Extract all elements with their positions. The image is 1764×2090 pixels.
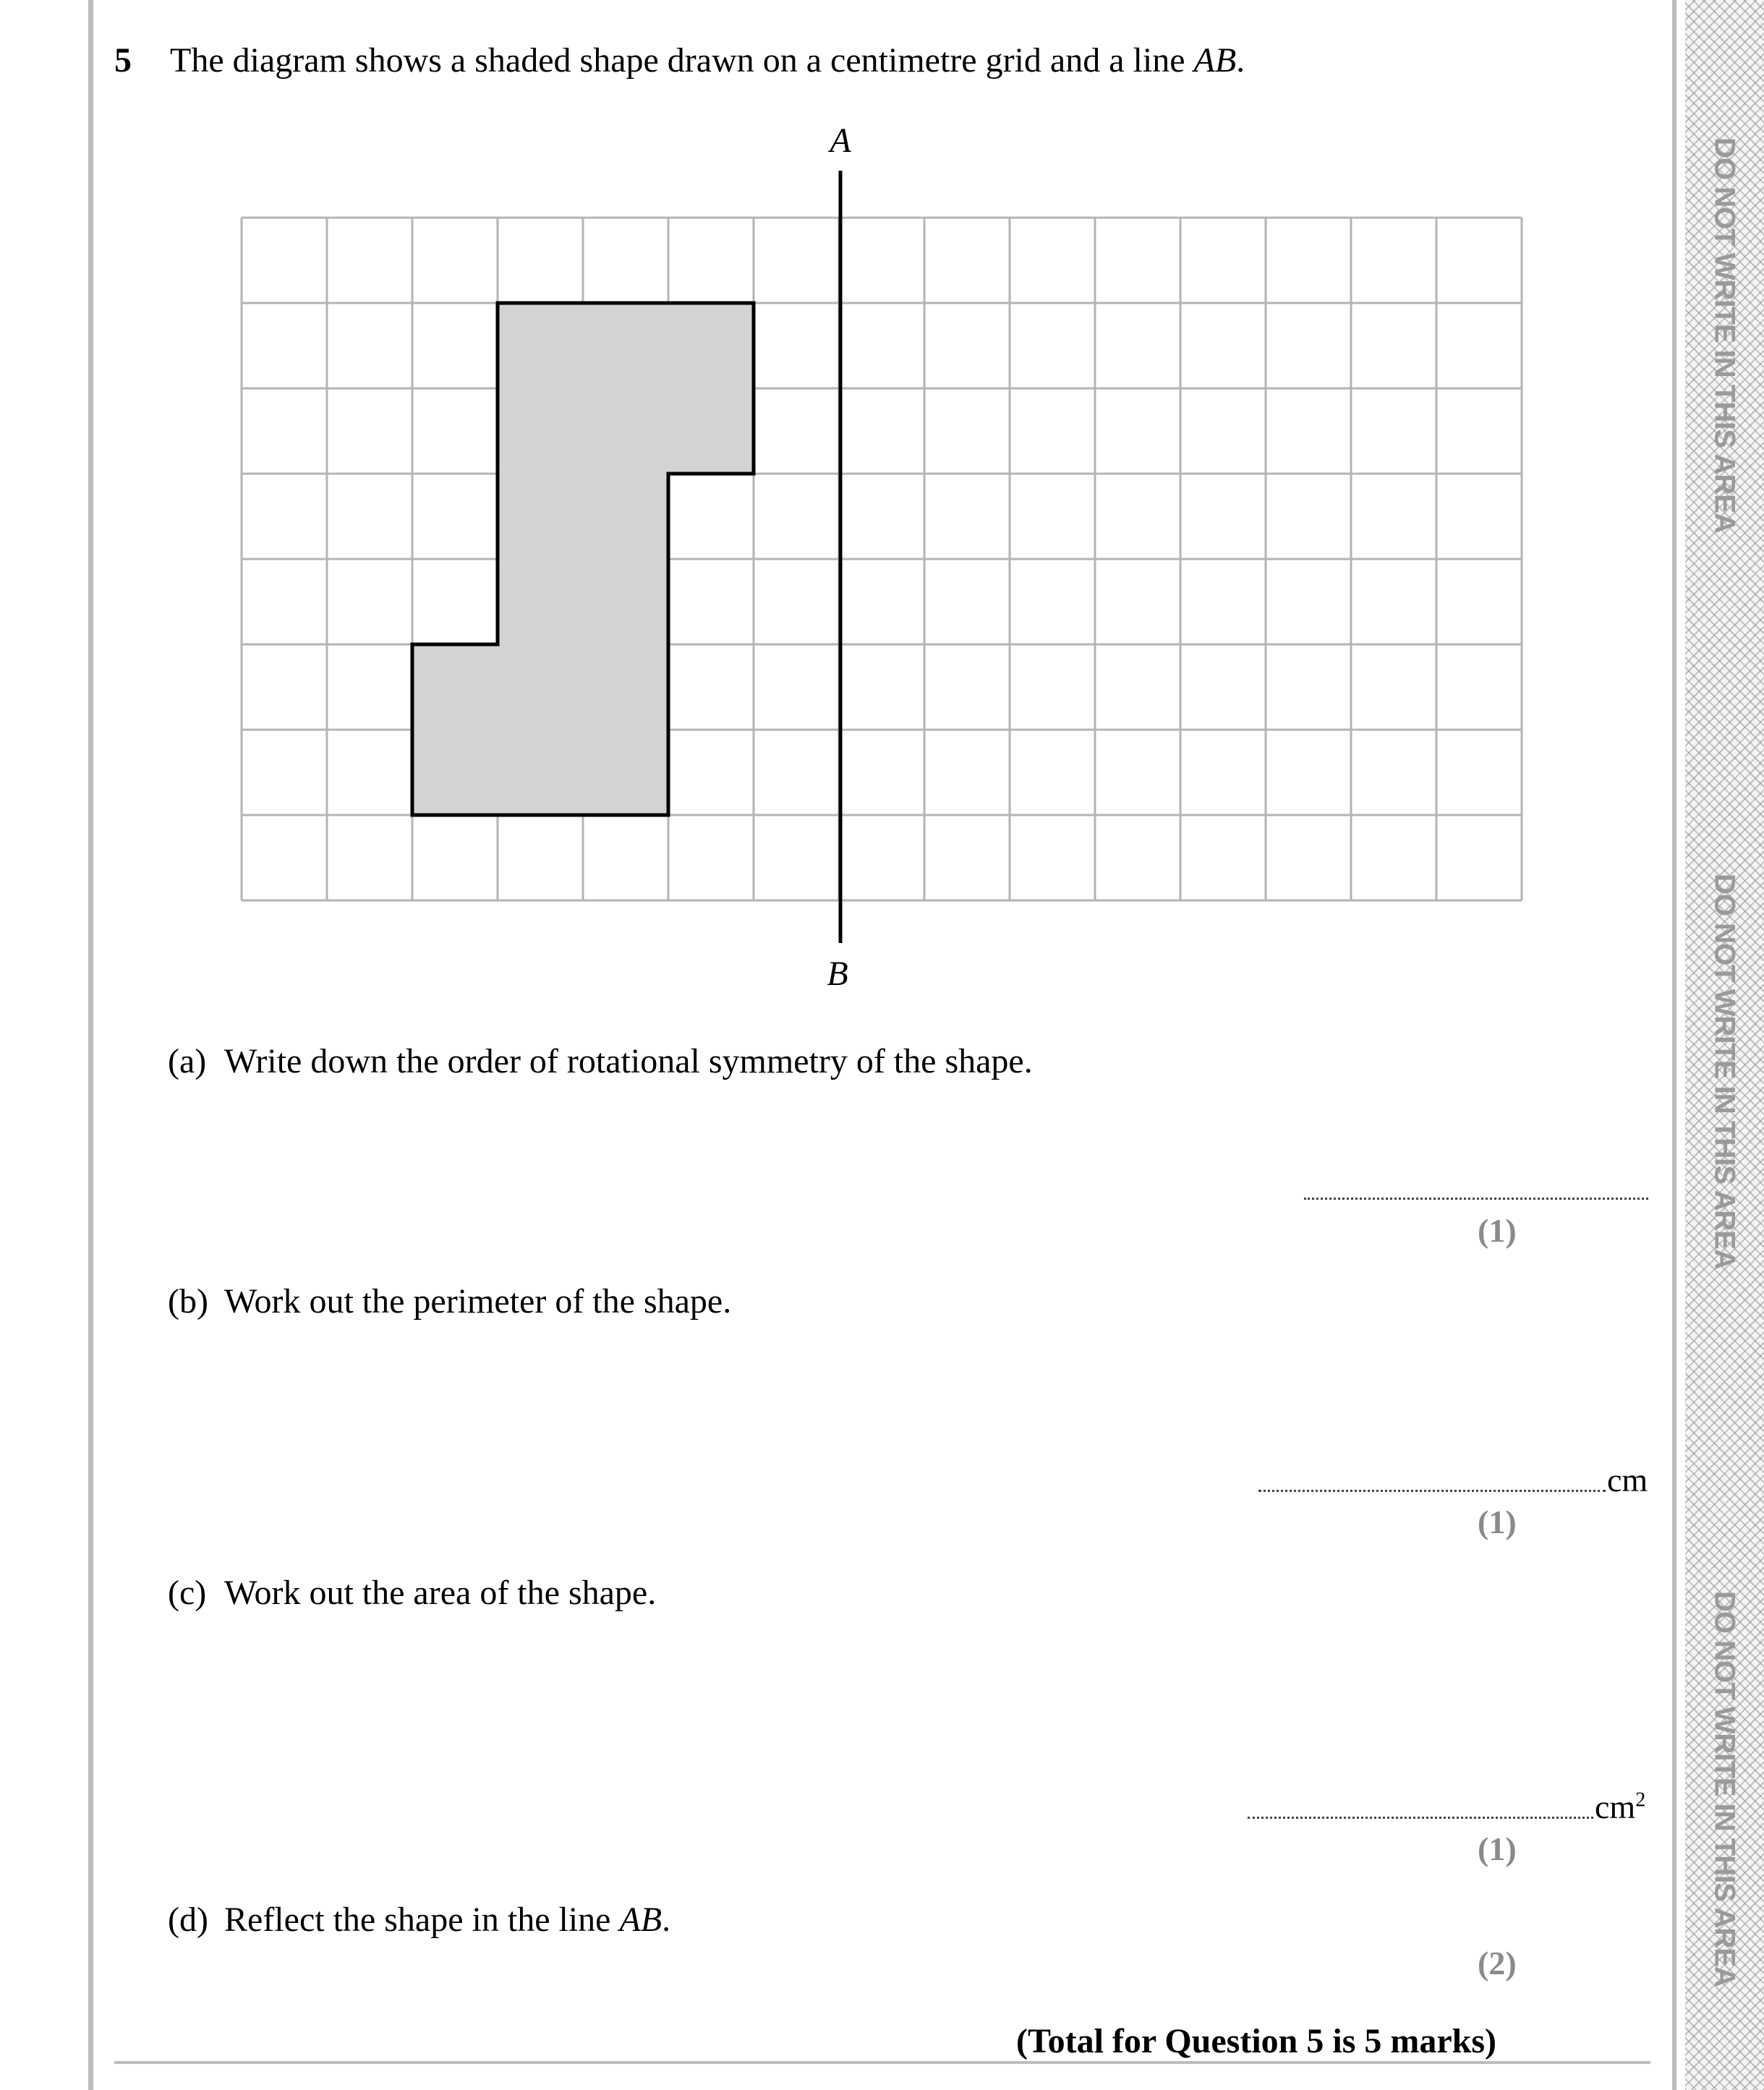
grid-diagram[interactable] xyxy=(0,0,1764,1012)
part-d-line-name: AB xyxy=(619,1901,662,1939)
margin-notice-middle: DO NOT WRITE IN THIS AREA xyxy=(1708,874,1741,1269)
part-d-question xyxy=(168,1900,670,1940)
part-d-label: (d) xyxy=(168,1901,208,1939)
question-text-line-name: AB xyxy=(1193,41,1237,80)
margin-notice-bottom: DO NOT WRITE IN THIS AREA xyxy=(1708,1591,1741,1987)
line-label-b: B xyxy=(827,955,848,993)
part-c-unit-power: 2 xyxy=(1635,1788,1646,1812)
part-c-unit-base: cm xyxy=(1595,1788,1636,1825)
part-b-text: Work out the perimeter of the shape. xyxy=(224,1282,732,1321)
part-a-question xyxy=(168,1041,1033,1081)
line-label-a: A xyxy=(830,121,851,160)
margin-notice-top: DO NOT WRITE IN THIS AREA xyxy=(1708,137,1741,533)
part-d-text-end: . xyxy=(662,1901,671,1939)
part-a-text: Write down the order of rotational symmetry of the shape. xyxy=(224,1042,1033,1080)
bottom-rule xyxy=(114,2061,1650,2064)
part-a-marks: (1) xyxy=(1478,1212,1517,1249)
part-c-marks: (1) xyxy=(1478,1830,1517,1867)
question-number: 5 xyxy=(114,41,132,80)
part-d-marks: (2) xyxy=(1478,1945,1517,1982)
part-b-question xyxy=(168,1281,731,1321)
part-d-text: Reflect the shape in the line xyxy=(224,1901,620,1939)
part-c-unit xyxy=(1595,1788,1645,1826)
part-c-text: Work out the area of the shape. xyxy=(224,1574,657,1612)
part-b-marks: (1) xyxy=(1478,1503,1517,1540)
part-a-answer-line[interactable] xyxy=(1304,1198,1648,1200)
question-total: (Total for Question 5 is 5 marks) xyxy=(1016,2022,1497,2060)
part-c-question xyxy=(168,1573,656,1613)
part-b-unit: cm xyxy=(1607,1462,1648,1498)
part-c-answer-line[interactable] xyxy=(1248,1817,1593,1819)
part-a-label: (a) xyxy=(168,1042,207,1080)
part-c-label: (c) xyxy=(168,1574,207,1612)
question-text-end: . xyxy=(1236,41,1245,80)
part-b-answer-line[interactable] xyxy=(1258,1490,1606,1492)
question-text-main: The diagram shows a shaded shape drawn on a centimetre grid and a line xyxy=(170,41,1194,80)
part-b-label: (b) xyxy=(168,1282,208,1321)
